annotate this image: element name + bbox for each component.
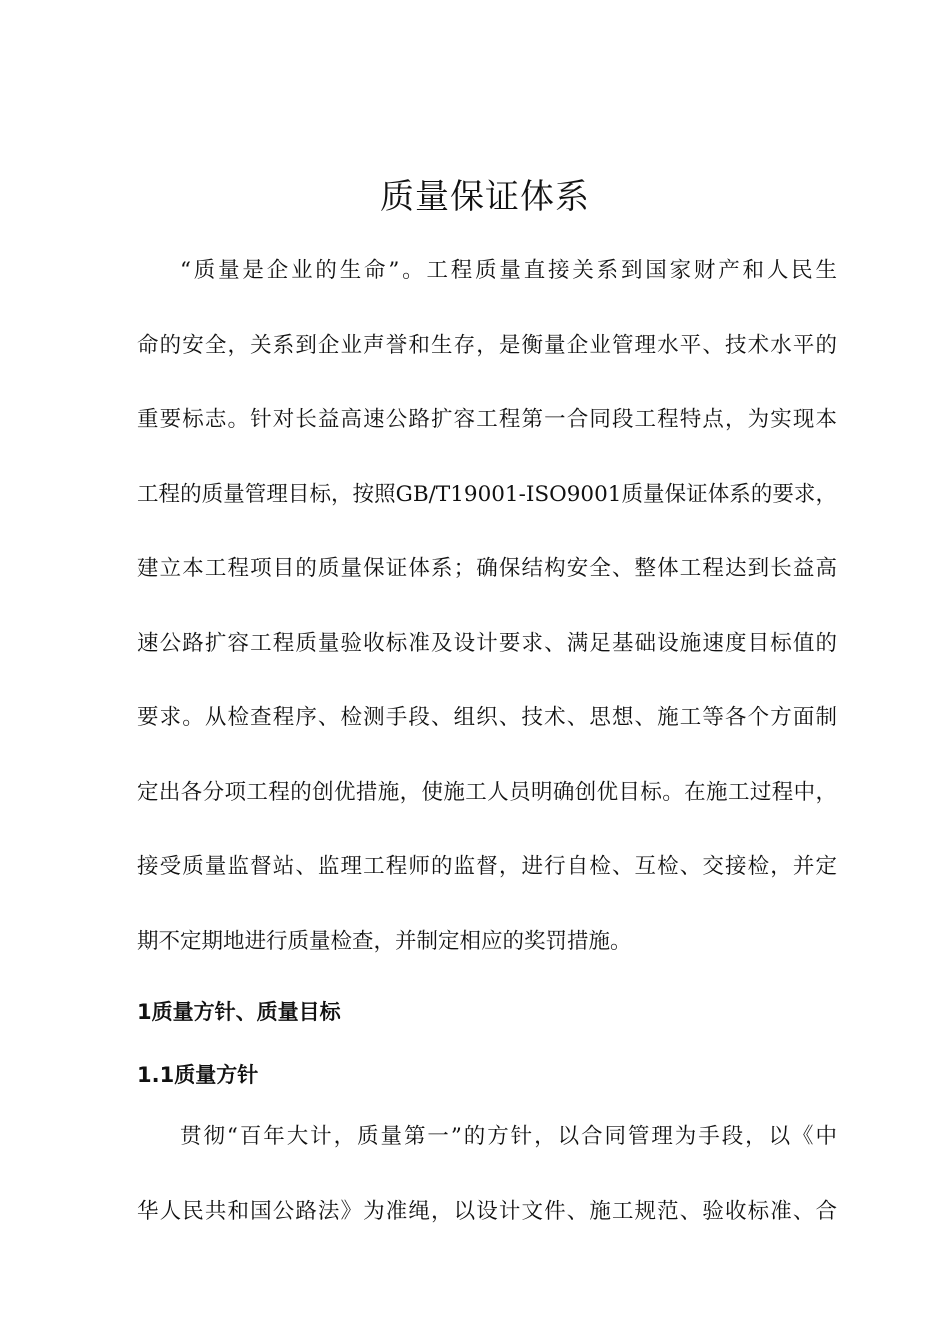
paragraph-line: 期不定期地进行质量检查，并制定相应的奖罚措施。 <box>137 928 632 954</box>
policy-paragraph <box>137 1100 837 1249</box>
section-heading: 1质量方针、质量目标 <box>137 1000 341 1024</box>
paragraph-line: 速公路扩容工程质量验收标准及设计要求、满足基础设施速度目标值的 <box>137 630 837 656</box>
paragraph-line: 接受质量监督站、监理工程师的监督，进行自检、互检、交接检，并定 <box>137 854 837 879</box>
paragraph-line: 重要标志。针对长益高速公路扩容工程第一合同段工程特点，为实现本 <box>137 407 837 432</box>
paragraph-line: 贯彻“百年大计，质量第一”的方针，以合同管理为手段，以《中 <box>180 1124 837 1149</box>
paragraph-line: “质量是企业的生命”。工程质量直接关系到国家财产和人民生 <box>180 258 837 283</box>
paragraph-line: 华人民共和国公路法》为准绳，以设计文件、施工规范、验收标准、合 <box>137 1198 837 1224</box>
paragraph-line: 命的安全，关系到企业声誉和生存，是衡量企业管理水平、技术水平的 <box>137 332 837 358</box>
document-title: 质量保证体系 <box>380 177 590 217</box>
paragraph-line: 要求。从检查程序、检测手段、组织、技术、思想、施工等各个方面制 <box>137 705 837 730</box>
paragraph-line: 建立本工程项目的质量保证体系；确保结构安全、整体工程达到长益高 <box>137 556 837 581</box>
subsection-heading: 1.1质量方针 <box>137 1063 259 1087</box>
paragraph-line: 定出各分项工程的创优措施，使施工人员明确创优目标。在施工过程中， <box>137 779 837 805</box>
intro-paragraph <box>137 234 837 979</box>
paragraph-line: 工程的质量管理目标，按照GB/T19001-ISO9001质量保证体系的要求， <box>137 481 837 507</box>
